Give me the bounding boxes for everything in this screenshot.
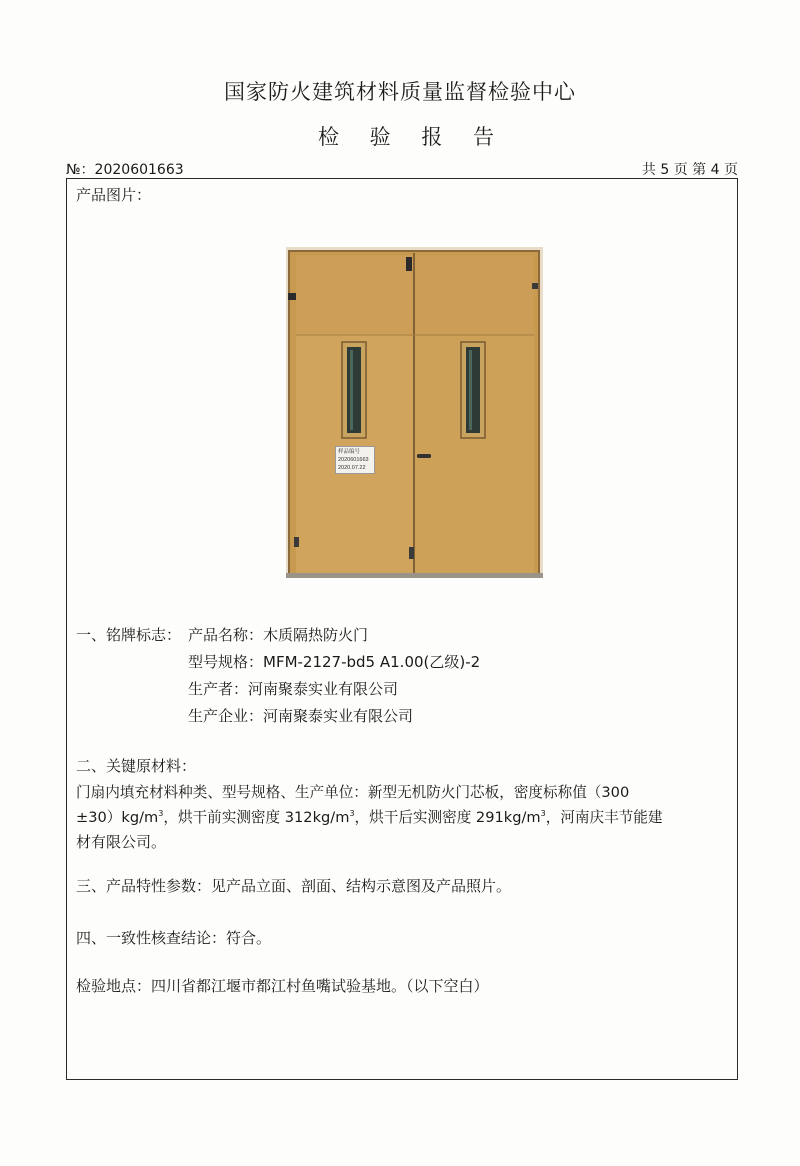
materials-text: ，烘干前实测密度 312kg/m bbox=[163, 809, 350, 826]
door-tag-line: 样品编号 bbox=[338, 449, 361, 455]
door-tag-line: 2020601663 bbox=[338, 457, 369, 463]
unit-superscript: 3 bbox=[158, 809, 164, 818]
door-photo bbox=[286, 247, 543, 578]
hinge-bottom-left bbox=[294, 537, 299, 547]
door-top-band bbox=[296, 255, 534, 335]
door-handle bbox=[417, 454, 431, 458]
materials-heading: 二、关键原材料： bbox=[76, 757, 197, 775]
report-subtitle: 检 验 报 告 bbox=[317, 125, 507, 149]
consistency-conclusion: 四、一致性核查结论：符合。 bbox=[76, 929, 272, 947]
hinge-top-right bbox=[532, 283, 538, 289]
materials-line-2 bbox=[76, 806, 662, 827]
page-count: 共 5 页 第 4 页 bbox=[641, 162, 738, 178]
door-sample-tag bbox=[335, 446, 375, 474]
nameplate-heading: 一、铭牌标志： bbox=[76, 626, 182, 644]
materials-line-1: 门扇内填充材料种类、型号规格、生产单位：新型无机防火门芯板，密度标称值（300 bbox=[76, 784, 630, 801]
door-closer bbox=[406, 257, 412, 271]
unit-superscript: 3 bbox=[540, 809, 546, 818]
door-tag-line: 2020.07.22 bbox=[338, 465, 366, 471]
manufacturer: 生产企业：河南聚泰实业有限公司 bbox=[188, 707, 414, 725]
unit-superscript: 3 bbox=[349, 809, 355, 818]
right-window-glare bbox=[469, 350, 472, 430]
hinge-top-left bbox=[288, 293, 296, 300]
characteristics: 三、产品特性参数：见产品立面、剖面、结构示意图及产品照片。 bbox=[76, 877, 512, 895]
materials-text: ±30）kg/m bbox=[76, 809, 159, 826]
hinge-bottom-right bbox=[409, 547, 414, 559]
photo-label: 产品图片： bbox=[76, 186, 152, 204]
product-name: 产品名称：木质隔热防火门 bbox=[188, 626, 369, 644]
model-spec: 型号规格：MFM-2127-bd5 A1.00(乙级)-2 bbox=[188, 653, 481, 671]
report-title: 国家防火建筑材料质量监督检验中心 bbox=[224, 80, 576, 104]
left-window-glass bbox=[347, 347, 361, 433]
inspection-location: 检验地点：四川省都江堰市都江村鱼嘴试验基地。（以下空白） bbox=[76, 977, 489, 995]
materials-line-3: 材有限公司。 bbox=[76, 833, 167, 851]
materials-text: ，烘干后实测密度 291kg/m bbox=[354, 809, 541, 826]
right-window-glass bbox=[466, 347, 480, 433]
materials-text: ，河南庆丰节能建 bbox=[545, 809, 663, 826]
report-number: №：2020601663 bbox=[66, 162, 184, 178]
producer: 生产者：河南聚泰实业有限公司 bbox=[188, 680, 399, 698]
door-floor bbox=[286, 573, 543, 578]
left-window-glare bbox=[350, 350, 353, 430]
